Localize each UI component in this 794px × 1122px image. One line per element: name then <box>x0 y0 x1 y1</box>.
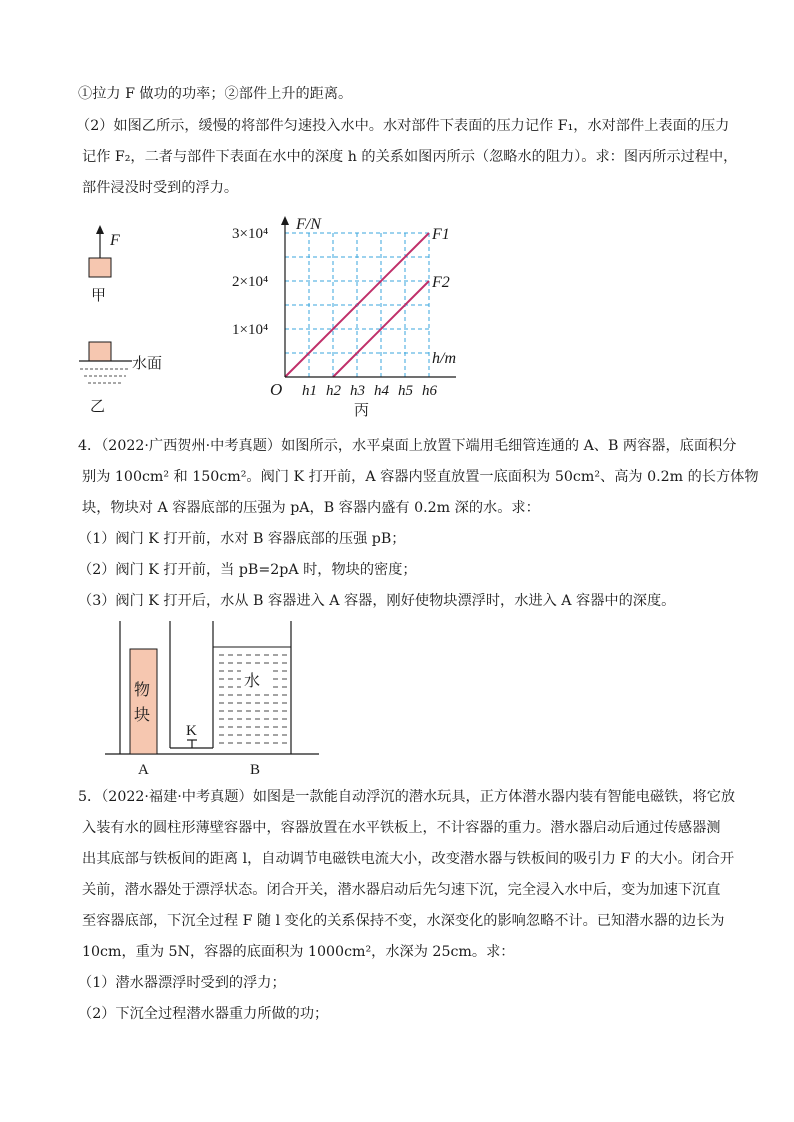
q4-line: 别为 100cm² 和 150cm²。阀门 K 打开前，A 容器内竖直放置一底面积为 50cm²、高为 0.2m 的长方体物 <box>82 469 759 485</box>
q5-line: 至容器底部，下沉全过程 F 随 l 变化的关系保持不变，水深变化的影响忽略不计。已知潜水器的边长为 <box>82 913 725 929</box>
chart-title: 丙 <box>354 401 370 419</box>
q4-line: 块，物块对 A 容器底部的压强为 pA，B 容器内盛有 0.2m 深的水。求： <box>82 500 540 516</box>
text-line: （2）如图乙所示，缓慢的将部件匀速投入水中。水对部件下表面的压力记作 F₁，水对部件上表面的压力 <box>76 118 730 134</box>
text-line: 记作 F₂，二者与部件下表面在水中的深度 h 的关系如图丙所示（忽略水的阻力）。求：图丙所示过程中， <box>82 149 738 165</box>
q4-line: （1）阀门 K 打开前，水对 B 容器底部的压强 pB； <box>78 531 406 547</box>
origin-label: O <box>270 380 283 399</box>
x-tick-label: h5 <box>398 383 413 399</box>
yi-label: 乙 <box>90 397 106 415</box>
x-tick-label: h6 <box>422 383 437 399</box>
x-tick-label: h1 <box>302 383 317 399</box>
q5-line: 出其底部与铁板间的距离 l，自动调节电磁铁电流大小，改变潜水器与铁板间的吸引力 F 的大小。闭合开 <box>82 851 735 867</box>
arrow-head-icon <box>96 225 104 234</box>
q4-line: （3）阀门 K 打开后，水从 B 容器进入 A 容器，刚好使物块漂浮时，水进入 A 容器中的深度。 <box>78 593 676 609</box>
series-label-f2: F2 <box>432 274 450 291</box>
container-a-label: A <box>138 762 149 778</box>
block-label: 物 <box>134 680 151 699</box>
part-block-yi <box>89 342 111 361</box>
container-b-label: B <box>250 762 261 778</box>
y-tick-label: 2×10⁴ <box>232 274 269 290</box>
figure-bing-chart <box>228 215 478 419</box>
q4-line: 4．（2022·广西贺州·中考真题）如图所示，水平桌面上放置下端用毛细管连通的 A、B 两容器，底面积分 <box>78 438 737 454</box>
text-line: 部件浸没时受到的浮力。 <box>82 180 239 196</box>
q5-line: （1）潜水器漂浮时受到的浮力； <box>78 975 286 991</box>
x-tick-label: h3 <box>350 383 365 399</box>
part-block-jia <box>89 258 111 277</box>
text-line: ①拉力 F 做功的功率；②部件上升的距离。 <box>78 86 353 102</box>
figure-containers <box>105 617 365 777</box>
y-tick-label: 3×10⁴ <box>232 226 269 242</box>
q5-line: 10cm，重为 5N，容器的底面积为 1000cm²，水深为 25cm。求： <box>82 944 515 960</box>
x-tick-label: h4 <box>374 383 389 399</box>
water-b <box>213 647 291 754</box>
water-label: 水 <box>244 671 261 690</box>
q5-line: 5．（2022·福建·中考真题）如图是一款能自动浮沉的潜水玩具，正方体潜水器内装有智能电磁铁，将它放 <box>78 789 736 805</box>
x-axis-label: h/m <box>432 350 456 367</box>
series-label-f1: F1 <box>432 226 450 243</box>
q5-line: （2）下沉全过程潜水器重力所做的功； <box>78 1006 329 1022</box>
y-axis-arrow-icon <box>281 216 289 225</box>
q5-line: 关前，潜水器处于漂浮状态。闭合开关，潜水器启动后先匀速下沉，完全浸入水中后，变为加速下沉直 <box>82 882 721 898</box>
q5-line: 入装有水的圆柱形薄壁容器中，容器放置在水平铁板上，不计容器的重力。潜水器启动后通过传感器测 <box>82 820 721 836</box>
y-tick-label: 1×10⁴ <box>232 322 269 338</box>
water-surface-label: 水面 <box>132 354 163 372</box>
block <box>130 649 157 754</box>
jia-label: 甲 <box>91 286 107 304</box>
y-axis-label: F/N <box>296 216 321 233</box>
block-label: 块 <box>134 705 151 724</box>
x-tick-label: h2 <box>326 383 341 399</box>
valve-label: K <box>186 723 197 739</box>
force-label: F <box>110 232 120 249</box>
q4-line: （2）阀门 K 打开前，当 pB=2pA 时，物块的密度； <box>78 562 417 578</box>
figure-jia-yi <box>70 218 180 418</box>
